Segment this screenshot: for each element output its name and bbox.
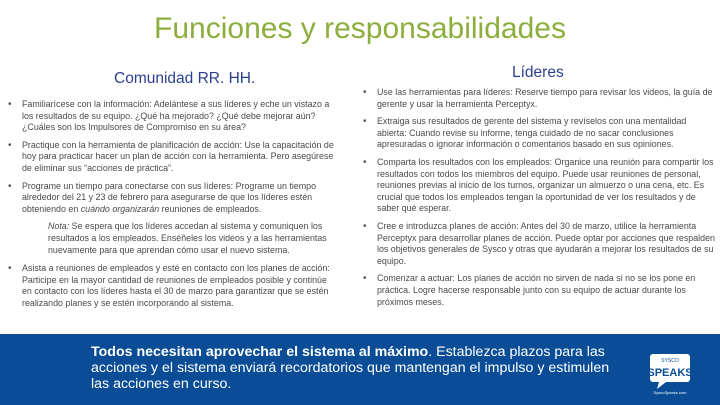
- left-item-4: • Asista a reuniones de empleados y esté en contacto con los planes de acción: Participe en la mayor cantidad de reuniones de empleados posible y continúe en contacto con los líderes hasta el 30 de marzo para garantizar que se estén realizando planes y se estén incorporando al sistema.: [8, 263, 338, 309]
- banner-rest: . Establezca plazos para las acciones y el sistema enviará recordatorios que mantengan el impulso y estimulen las acciones en curso.: [91, 344, 610, 393]
- right-item-4: • Cree e introduzca planes de acción: Antes del 30 de marzo, utilice la herramienta Perceptyx para desarrollar planes de acción. Puede optar por acciones que respalden los objetivos generales de Sysco y otras que ayudarán a mejorar los resultados de su equipo.: [363, 221, 718, 267]
- logo-url-text: SyscoSpeaks.com: [653, 390, 687, 395]
- banner-bold: Todos necesitan aprovechar el sistema al máximo: [91, 344, 429, 360]
- left-column: [8, 99, 338, 316]
- logo-small-text: SYSCO: [661, 358, 679, 364]
- left-column-heading: Comunidad RR. HH.: [114, 70, 256, 87]
- left-item-3-link: cuándo organizarán: [80, 203, 160, 214]
- right-item-3: • Comparta los resultados con los empleados: Organice una reunión para compartir los resultados con todos los miembros del equipo. Puede usar reuniones de personal, reuniones previas al inicio de los turnos, organizar un almuerzo o una cena, etc. Es crucial que todos los empleados tengan la oportunidad de ver los resultados y de saber qué esperar.: [363, 157, 718, 215]
- note-text: Se espera que los líderes accedan al sistema y comuniquen los resultados a los empleados. Enséñeles los videos y a las herramientas nuevamente para que aprendan cómo usar el nuevo sistema.: [48, 221, 327, 255]
- sysco-speaks-logo: [647, 349, 693, 397]
- left-note: [8, 221, 338, 256]
- right-column-heading: Líderes: [512, 64, 564, 81]
- left-item-1: • Familiarícese con la información: Adelántese a sus líderes y eche un vistazo a los resultados de su equipo. ¿Qué ha mejorado? ¿Qué debe mejorar aún? ¿Cuáles son los Impulsores de Compromiso en su área?: [8, 99, 338, 134]
- note-label: Nota:: [48, 221, 70, 232]
- left-item-3-before: Programe un tiempo para conectarse con sus líderes: Programe un tiempo alrededor del 21 y 23 de febrero para asegurarse de que los líderes estén obteniendo en: [22, 180, 317, 214]
- right-item-2: • Extraiga sus resultados de gerente del sistema y revíselos con una mentalidad abierta: Cuando revise su informe, tenga cuidado de no sacar conclusiones apresuradas o ignorar información o comentarios basado en sus opiniones.: [363, 116, 718, 151]
- left-item-2: • Practique con la herramienta de planificación de acción: Use la capacitación de hoy para practicar hacer un plan de acción con la herramienta. Pero asegúrese de eliminar sus “acciones de práctica”.: [8, 140, 338, 175]
- left-item-3: [8, 181, 338, 216]
- right-item-5: • Comenzar a actuar: Los planes de acción no sirven de nada si no se los pone en práctica. Logre hacerse responsable junto con su equipo de actuar durante los próximos meses.: [363, 273, 718, 308]
- right-item-1: • Use las herramientas para líderes: Reserve tiempo para revisar los videos, la guía de gerente y usar la herramienta Perceptyx.: [363, 87, 718, 110]
- left-item-3-after: reuniones de empleados.: [159, 203, 262, 214]
- slide-title: Funciones y responsabilidades: [154, 12, 566, 45]
- banner-text: [91, 344, 631, 393]
- right-column: [363, 87, 718, 314]
- logo-big-text: SPEAKS: [647, 367, 693, 379]
